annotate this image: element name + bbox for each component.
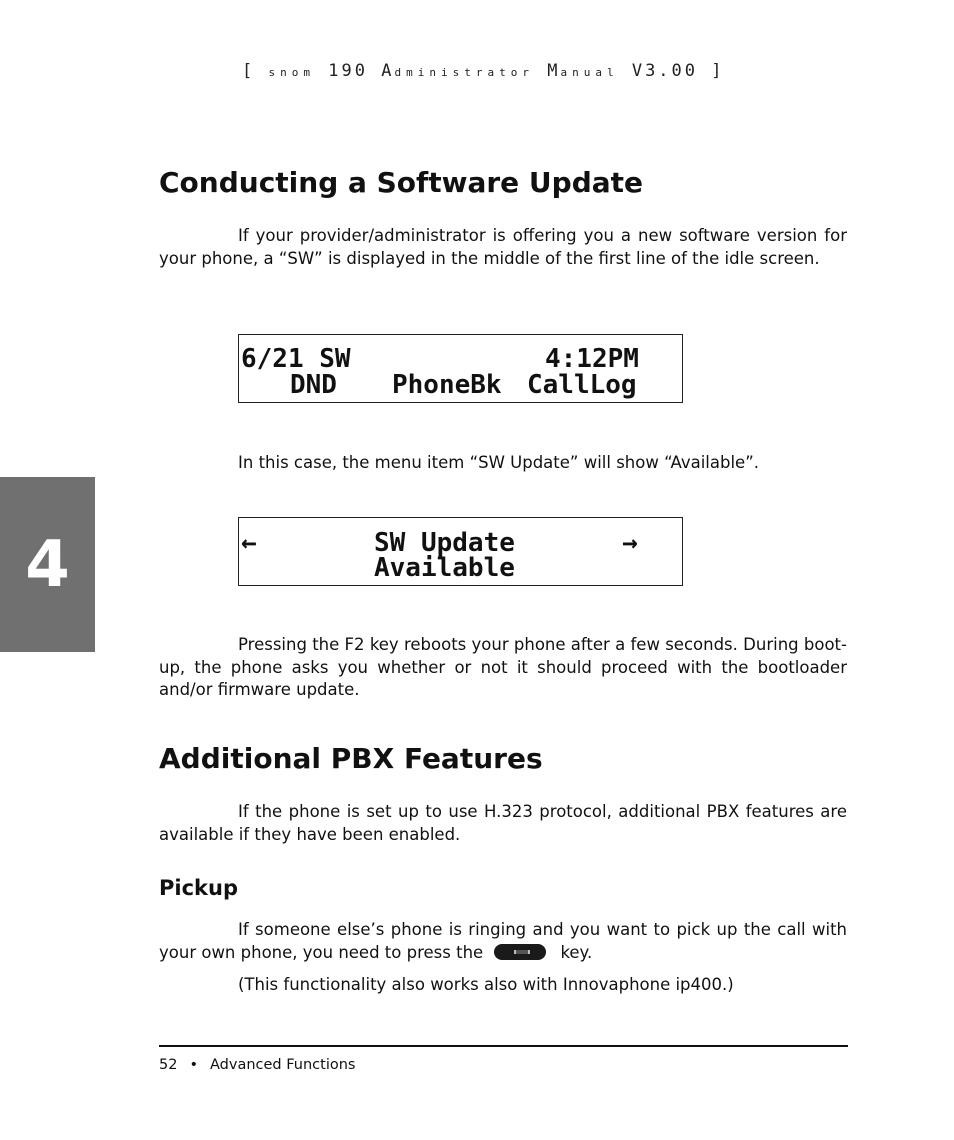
header-word1-initial: A bbox=[381, 61, 395, 81]
subsection-title-pickup: Pickup bbox=[159, 876, 238, 900]
lcd-idle-screen bbox=[238, 334, 683, 403]
pbx-features-intro: If the phone is set up to use H.323 protocol, additional PBX features are available if they have been enabled. bbox=[159, 802, 847, 844]
lcd-available-label: Available bbox=[374, 553, 515, 583]
lcd-sw-update-screen bbox=[238, 517, 683, 586]
header-close-bracket: ] bbox=[711, 61, 725, 81]
chapter-tab bbox=[0, 477, 95, 652]
section-title-software-update: Conducting a Software Update bbox=[159, 166, 644, 199]
lcd-idle-date-sw: 6/21 SW bbox=[241, 344, 351, 374]
header-version: V3.00 bbox=[631, 61, 699, 81]
lcd-right-arrow-icon: → bbox=[622, 528, 638, 558]
footer-bullet: • bbox=[189, 1057, 199, 1073]
footer-divider bbox=[159, 1045, 848, 1047]
section-title-pbx-features: Additional PBX Features bbox=[159, 742, 543, 775]
lcd-left-arrow-icon: ← bbox=[241, 528, 257, 558]
pickup-text-after-key: key. bbox=[560, 942, 593, 962]
lcd-idle-time: 4:12PM bbox=[545, 344, 639, 374]
chapter-number: 4 bbox=[25, 527, 70, 602]
pickup-text-before-key: If someone else’s phone is ringing and you want to pick up the call with your own phone, you need to press the bbox=[159, 920, 847, 962]
page-number: 52 bbox=[159, 1057, 178, 1073]
running-header bbox=[242, 61, 802, 87]
page-footer bbox=[159, 1057, 355, 1075]
header-brand: snom bbox=[268, 66, 315, 79]
lcd-idle-softkey-calllog: CallLog bbox=[527, 370, 637, 400]
lcd-idle-softkey-dnd: DND bbox=[290, 370, 337, 400]
header-word2-rest: anual bbox=[560, 66, 619, 79]
software-update-intro: If your provider/administrator is offering you a new software version for your phone, a “SW” is displayed in the middle of the first line of the idle screen. bbox=[159, 226, 847, 268]
lcd-sw-update-label: SW Update bbox=[374, 528, 515, 558]
header-open-bracket: [ bbox=[242, 61, 256, 81]
sw-update-available-text: In this case, the menu item “SW Update” will show “Available”. bbox=[238, 453, 759, 472]
header-word2-initial: M bbox=[547, 61, 561, 81]
pickup-instructions bbox=[159, 919, 847, 964]
f2-reboot-text: Pressing the F2 key reboots your phone after a few seconds. During boot-up, the phone asks you whether or not it should proceed with the bootloader and/or firmware update. bbox=[159, 635, 847, 699]
pickup-key-icon bbox=[494, 944, 546, 960]
innovaphone-note: (This functionality also works also with Innovaphone ip400.) bbox=[238, 975, 734, 994]
header-word1-rest: dministrator bbox=[394, 66, 534, 79]
footer-chapter-name: Advanced Functions bbox=[210, 1057, 356, 1073]
lcd-idle-softkey-phonebk: PhoneBk bbox=[392, 370, 502, 400]
header-model: 190 bbox=[328, 61, 368, 81]
